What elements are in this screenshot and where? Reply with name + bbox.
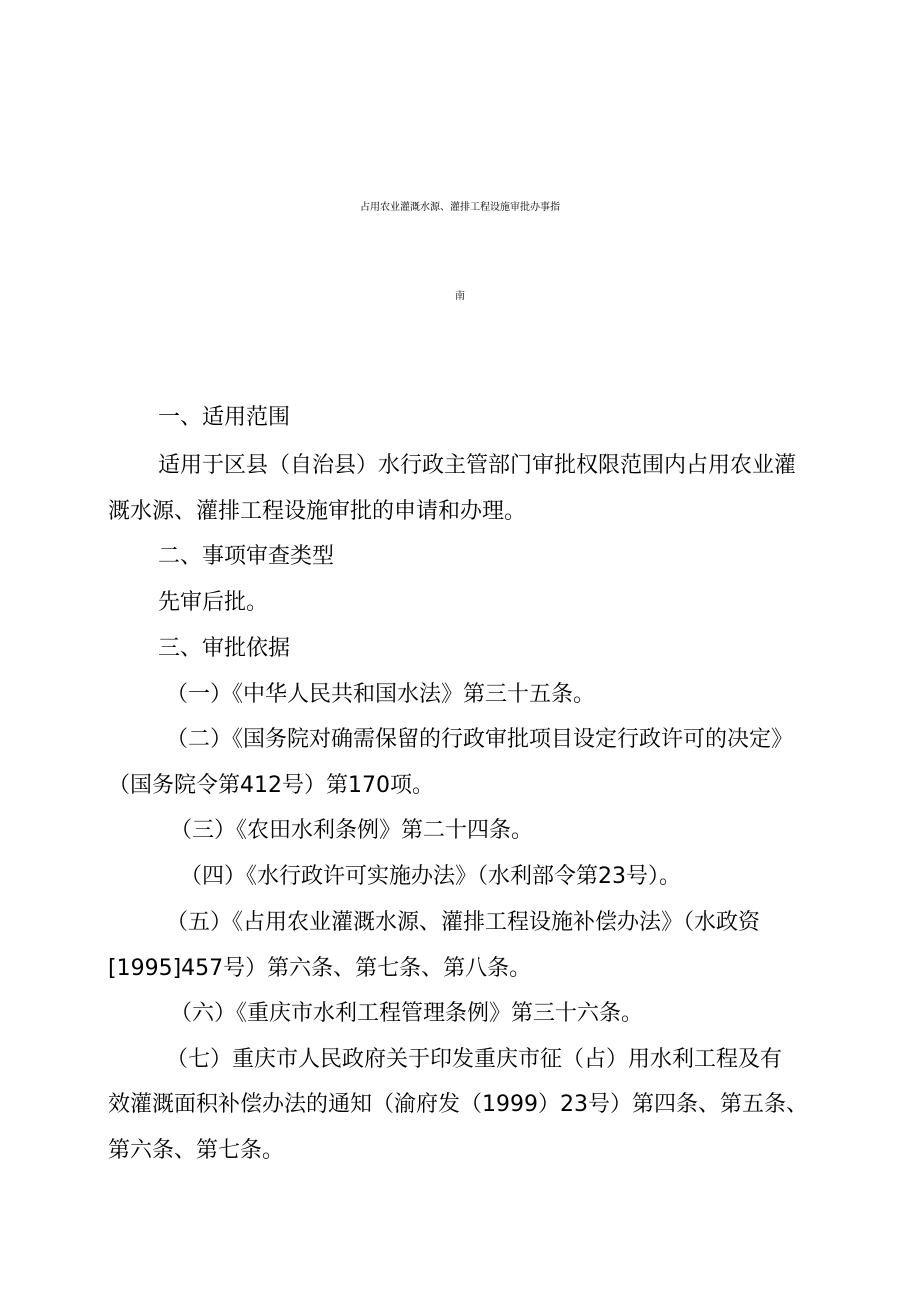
list-item-continuation: （国务院令第412号）第170项。 — [108, 773, 434, 798]
list-item: （七）重庆市人民政府关于印发重庆市征（占）用水利工程及有 — [166, 1047, 783, 1072]
section-heading-basis: 三、审批依据 — [158, 636, 291, 661]
paragraph-line: 溉水源、灌排工程设施审批的申请和办理。 — [108, 499, 527, 524]
list-item: （四）《水行政许可实施办法》（水利部令第23号）。 — [180, 864, 681, 889]
list-item: （五）《占用农业灌溉水源、灌排工程设施补偿办法》（水政资 — [166, 910, 761, 935]
list-item: （一）《中华人民共和国水法》第三十五条。 — [166, 682, 596, 707]
document-title-line-2: 南 — [455, 291, 465, 302]
list-item: （六）《重庆市水利工程管理条例》第三十六条。 — [170, 1001, 644, 1026]
list-item-continuation: 第六条、第七条。 — [108, 1138, 285, 1163]
list-item-continuation: [1995]457号）第六条、第七条、第八条。 — [108, 956, 532, 981]
section-heading-scope: 一、适用范围 — [158, 405, 291, 430]
section-heading-review-type: 二、事项审查类型 — [158, 544, 335, 569]
list-item-continuation: 效灌溉面积补偿办法的通知（渝府发（1999）23号）第四条、第五条、 — [108, 1092, 808, 1117]
list-item: （二）《国务院对确需保留的行政审批项目设定行政许可的决定》 — [166, 727, 794, 752]
list-item: （三）《农田水利条例》第二十四条。 — [170, 818, 534, 843]
document-title-line-1: 占用农业灌溉水源、灌排工程设施审批办事指 — [360, 202, 560, 213]
paragraph-line: 先审后批。 — [158, 590, 269, 615]
paragraph-line: 适用于区县（自治县）水行政主管部门审批权限范围内占用农业灌 — [158, 453, 797, 478]
